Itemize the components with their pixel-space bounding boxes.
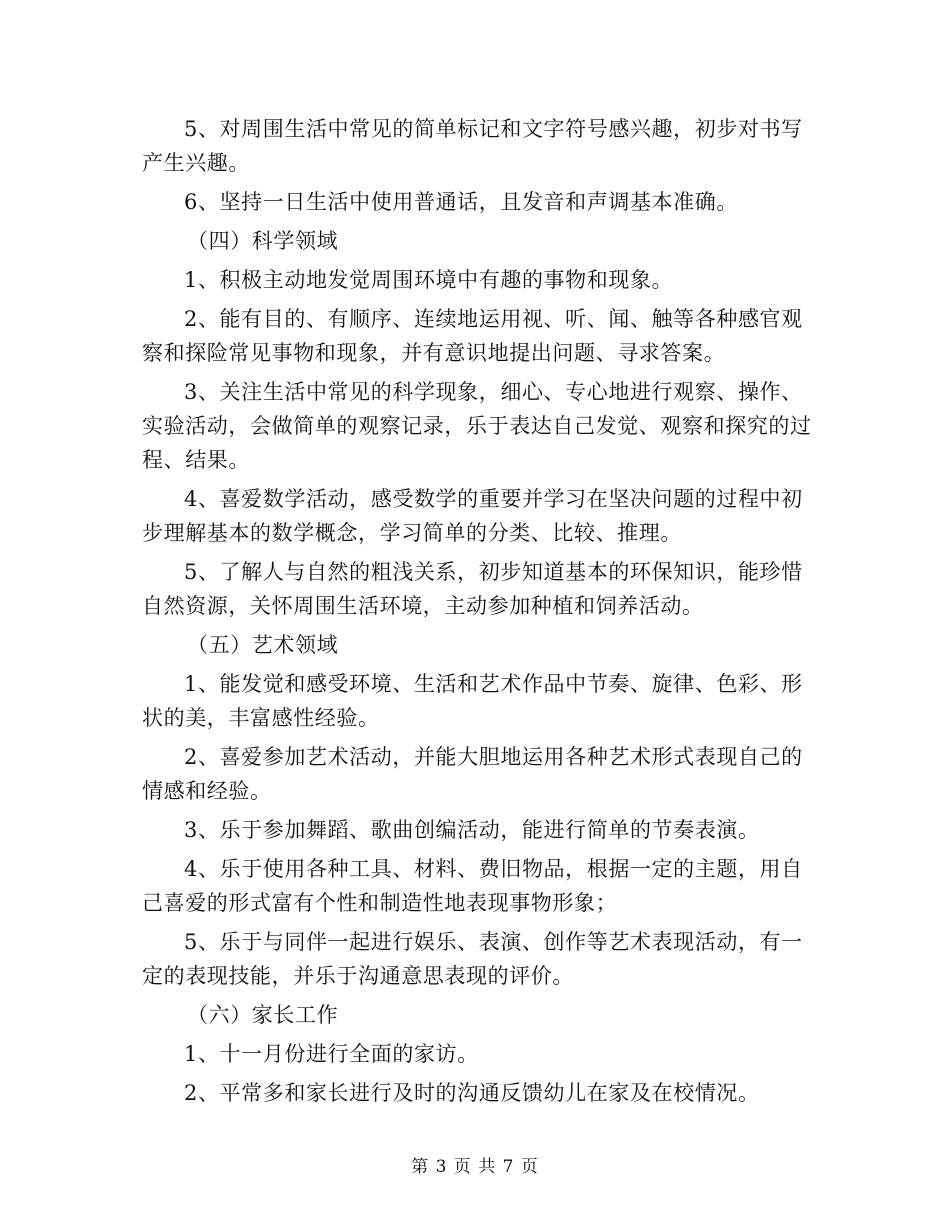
paragraph: 4、乐于使用各种工具、材料、费旧物品，根据一定的主题，用自己喜爱的形式富有个性和制造性地表现事物形象； (142, 857, 803, 915)
paragraph: 2、平常多和家长进行及时的沟通反馈幼儿在家及在校情况。 (184, 1081, 760, 1105)
paragraph: 1、积极主动地发觉周围环境中有趣的事物和现象。 (184, 268, 674, 292)
paragraph: 5、乐于与同伴一起进行娱乐、表演、创作等艺术表现活动，有一定的表现技能，并乐于沟通意思表现的评价。 (142, 930, 803, 988)
paragraph: 1、能发觉和感受环境、生活和艺术作品中节奏、旋律、色彩、形状的美，丰富感性经验。 (142, 672, 803, 730)
paragraph: 5、对周围生活中常见的简单标记和文字符号感兴趣，初步对书写产生兴趣。 (142, 117, 803, 175)
section-heading: （四）科学领域 (187, 229, 339, 253)
page-number-footer: 第 3 页 共 7 页 (411, 1157, 539, 1177)
document-body (142, 112, 812, 1115)
paragraph: 3、乐于参加舞蹈、歌曲创编活动，能进行简单的节奏表演。 (184, 818, 760, 842)
paragraph: 3、关注生活中常见的科学现象，细心、专心地进行观察、操作、实验活动，会做简单的观察记录，乐于表达自己发觉、观察和探究的过程、结果。 (142, 380, 812, 472)
paragraph: 4、喜爱数学活动，感受数学的重要并学习在坚决问题的过程中初步理解基本的数学概念，学习简单的分类、比较、推理。 (142, 487, 803, 545)
section-heading: （六）家长工作 (187, 1003, 339, 1027)
section-heading: （五）艺术领域 (187, 633, 339, 657)
paragraph: 5、了解人与自然的粗浅关系，初步知道基本的环保知识，能珍惜自然资源，关怀周围生活环境，主动参加种植和饲养活动。 (142, 560, 803, 618)
paragraph: 1、十一月份进行全面的家访。 (184, 1042, 479, 1066)
paragraph: 6、坚持一日生活中使用普通话，且发音和声调基本准确。 (184, 190, 738, 214)
paragraph: 2、喜爱参加艺术活动，并能大胆地运用各种艺术形式表现自己的情感和经验。 (142, 745, 803, 803)
paragraph: 2、能有目的、有顺序、连续地运用视、听、闻、触等各种感官观察和探险常见事物和现象，并有意识地提出问题、寻求答案。 (142, 307, 803, 365)
